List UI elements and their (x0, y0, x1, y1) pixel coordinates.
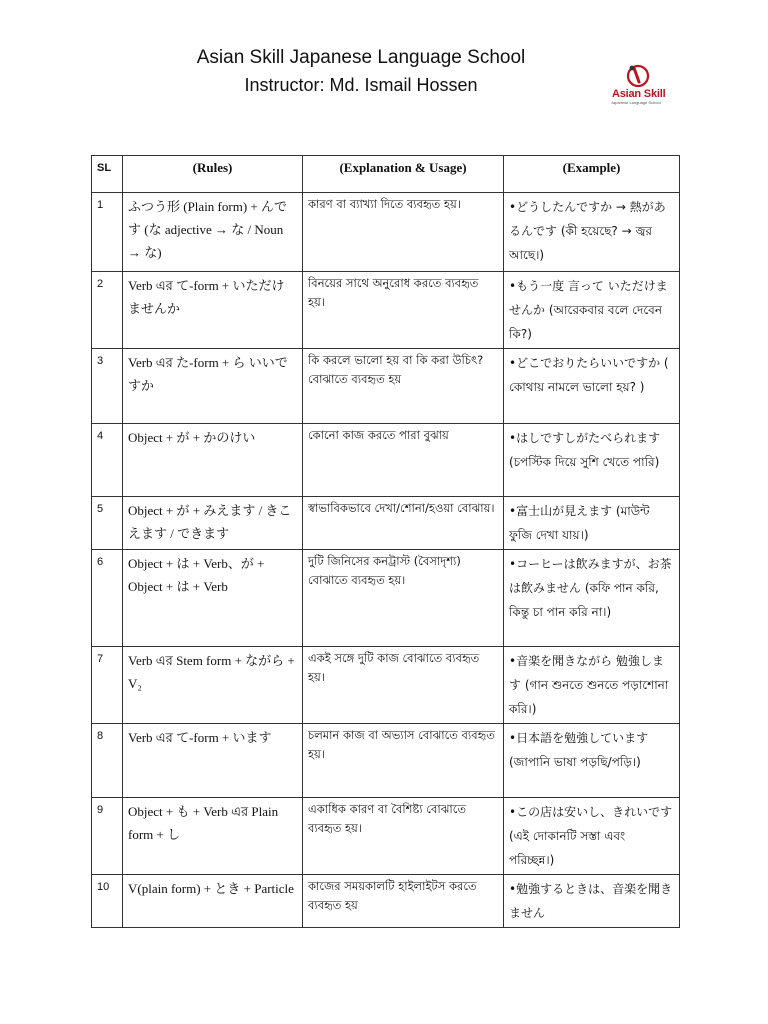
row-example: •勉強するときは、音楽を聞きません (504, 875, 680, 928)
row-rule: ふつう形 (Plain form) + んです (な adjective → な / Noun → な) (123, 193, 303, 272)
row-explanation: চলমান কাজ বা অভ্যাস বোঝাতে ব্যবহৃত হয়। (303, 724, 504, 798)
row-explanation: একই সঙ্গে দুটি কাজ বোঝাতে ব্যবহৃত হয়। (303, 647, 504, 724)
table-row (92, 550, 680, 647)
row-example: •音楽を聞きながら 勉強します (গান শুনতে শুনতে পড়াশোনা করি।) (504, 647, 680, 724)
table-row (92, 875, 680, 928)
row-example: •日本語を勉強しています (জাপানি ভাষা পড়ছি/পড়ি।) (504, 724, 680, 798)
row-explanation: কোনো কাজ করতে পারা বুঝায় (303, 424, 504, 497)
row-sl: 9 (92, 798, 123, 875)
row-sl: 7 (92, 647, 123, 724)
row-explanation: কি করলে ভালো হয় বা কি করা উচিৎ? বোঝাতে ব্যবহৃত হয় (303, 349, 504, 424)
row-rule: Object + が + かのけい (123, 424, 303, 497)
header-rules: (Rules) (123, 156, 303, 193)
table-row (92, 724, 680, 798)
table-header-row (92, 156, 680, 193)
instructor-line: Instructor: Md. Ismail Hossen (244, 75, 478, 95)
school-title: Asian Skill Japanese Language School (196, 47, 526, 68)
row-example: •どこでおりたらいいですか ( কোথায় নামলে ভালো হয়? ) (504, 349, 680, 424)
row-rule: Object + も + Verb এর Plain form + し (123, 798, 303, 875)
row-rule: Object + は + Verb、が + Object + は + Verb (123, 550, 303, 647)
table-row (92, 647, 680, 724)
table-row (92, 349, 680, 424)
row-sl: 5 (92, 497, 123, 550)
row-sl: 8 (92, 724, 123, 798)
row-sl: 4 (92, 424, 123, 497)
logo-text: Asian Skill (612, 88, 666, 100)
row-rule: Verb এর て-form + います (123, 724, 303, 798)
table-row (92, 424, 680, 497)
row-rule: Verb এর Stem form + ながら + V₂ (123, 647, 303, 724)
row-example: •どうしたんですか → 熱があるんです (কী হয়েছে? → জ্বর আছে।) (504, 193, 680, 272)
header-sl: SL (92, 156, 123, 193)
row-rule: Object + が + みえます / きこえます / できます (123, 497, 303, 550)
logo-subtext: Japanese Language School (611, 100, 661, 105)
row-sl: 10 (92, 875, 123, 928)
table-row (92, 798, 680, 875)
row-example: •富士山が見えます (মাউন্ট ফুজি দেখা যায়।) (504, 497, 680, 550)
row-sl: 3 (92, 349, 123, 424)
header-explanation: (Explanation & Usage) (303, 156, 504, 193)
table-row (92, 193, 680, 272)
row-sl: 1 (92, 193, 123, 272)
row-sl: 2 (92, 272, 123, 349)
row-sl: 6 (92, 550, 123, 647)
row-rule: Verb এর て-form + いただけませんか (123, 272, 303, 349)
row-explanation: একাধিক কারণ বা বৈশিষ্ট্য বোঝাতে ব্যবহৃত হয়। (303, 798, 504, 875)
header-example: (Example) (504, 156, 680, 193)
row-rule: V(plain form) + とき + Particle (123, 875, 303, 928)
row-example: •はしですしがたべられます (চপস্টিক দিয়ে সুশি খেতে পারি) (504, 424, 680, 497)
row-explanation: বিনয়ের সাথে অনুরোধ করতে ব্যবহৃত হয়। (303, 272, 504, 349)
row-explanation: কারণ বা ব্যাখ্যা দিতে ব্যবহৃত হয়। (303, 193, 504, 272)
row-example: •コーヒーは飲みますが、お茶は飲みません (কফি পান করি, কিন্তু চা পান করি না।) (504, 550, 680, 647)
table-row (92, 497, 680, 550)
table-row (92, 272, 680, 349)
row-example: •この店は安いし、きれいです (এই দোকানটি সস্তা এবং পরিচ্ছন্ন।) (504, 798, 680, 875)
row-explanation: স্বাভাবিকভাবে দেখা/শোনা/হওয়া বোঝায়। (303, 497, 504, 550)
grammar-table (91, 155, 680, 928)
row-explanation: কাজের সময়কালটি হাইলাইটস করতে ব্যবহৃত হয় (303, 875, 504, 928)
row-rule: Verb এর た-form + ら いいですか (123, 349, 303, 424)
row-example: •もう一度 言って いただけませんか (আরেকবার বলে দেবেন কি?) (504, 272, 680, 349)
row-explanation: দুটি জিনিসের কনট্রাস্ট (বৈসাদৃশ্য) বোঝাতে ব্যবহৃত হয়। (303, 550, 504, 647)
